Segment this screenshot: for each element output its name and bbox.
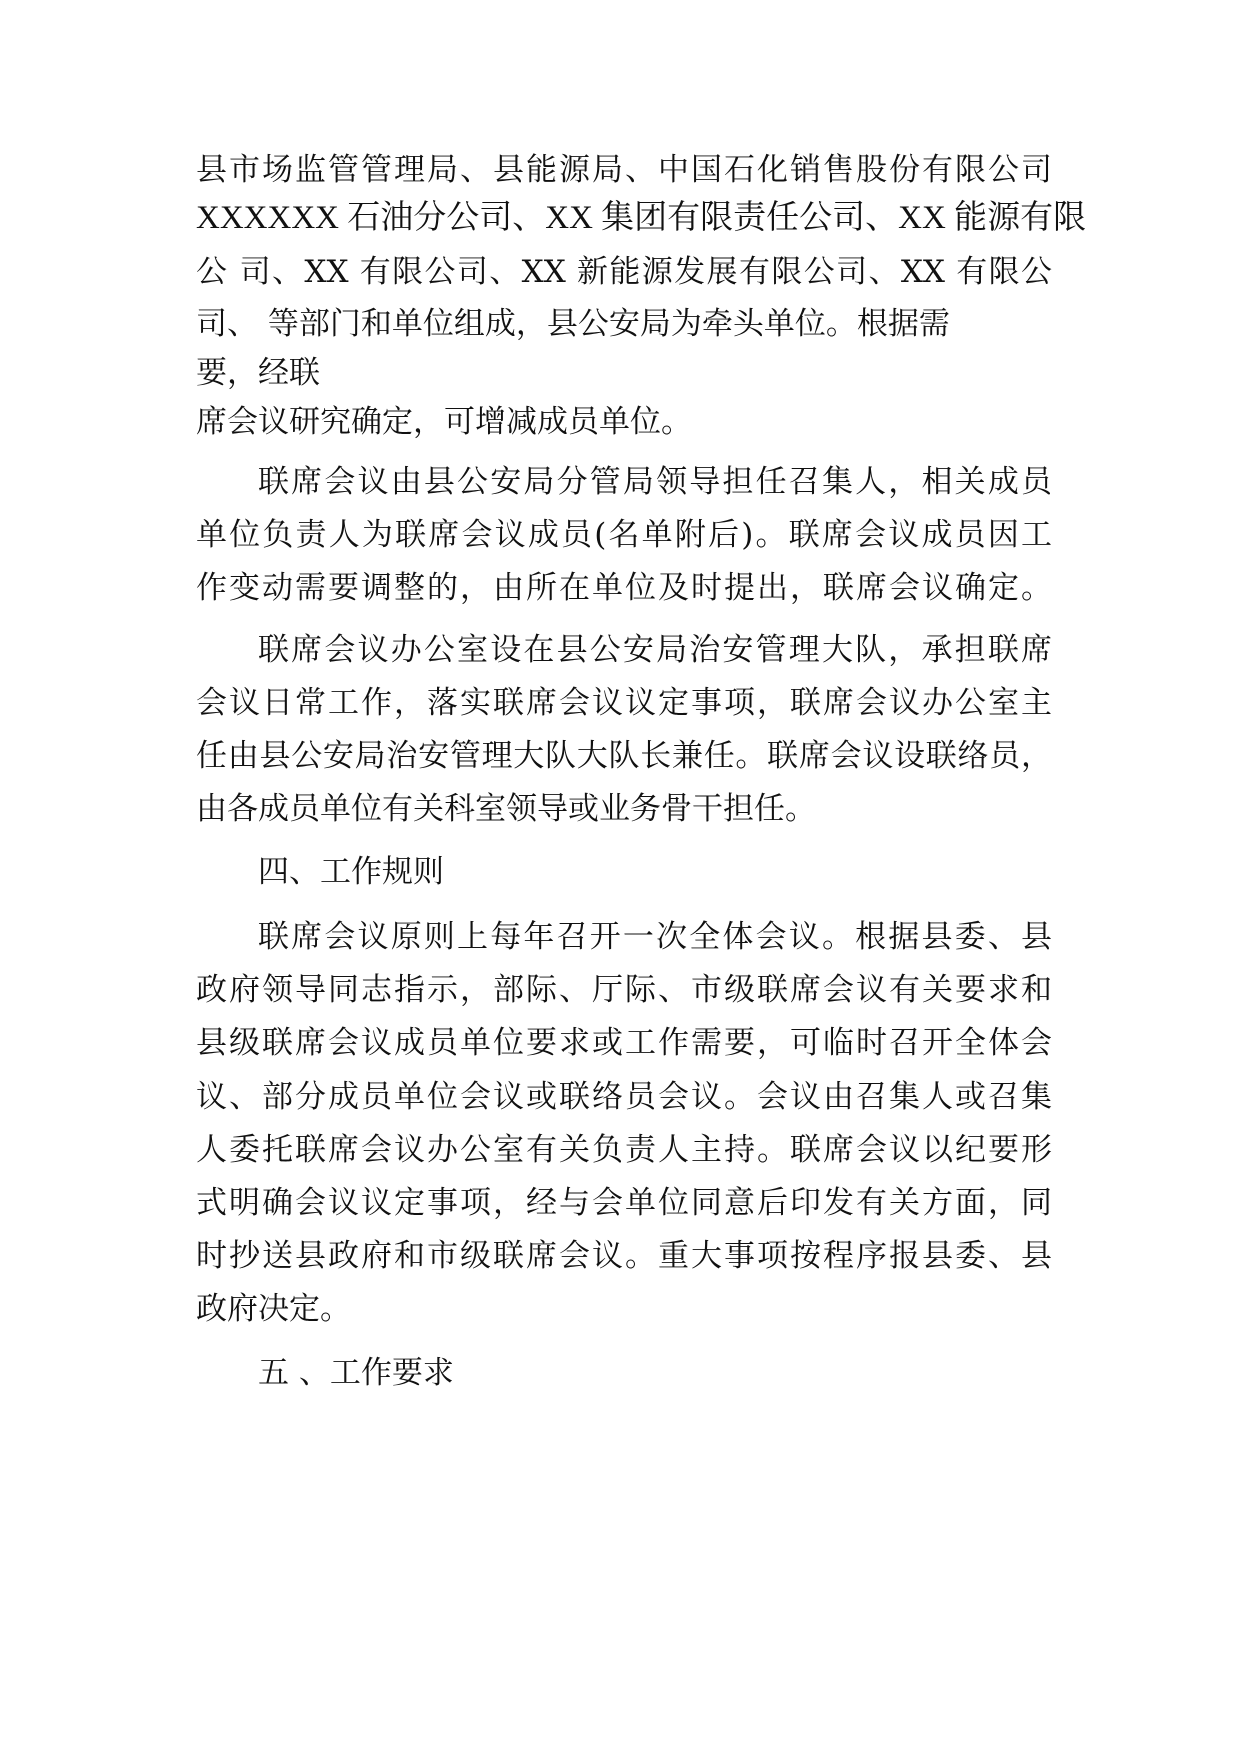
text-line: 要，经联 (196, 355, 320, 391)
text-line: 席会议研究确定，可增减成员单位。 (196, 404, 692, 440)
text-line: 公 司、XX 有限公司、XX 新能源发展有限公司、XX 有限公 (196, 254, 1052, 290)
text-line: 时抄送县政府和市级联席会议。重大事项按程序报县委、县 (196, 1238, 1052, 1274)
text-line: 政府决定。 (196, 1291, 351, 1327)
text-line: 人委托联席会议办公室有关负责人主持。联席会议以纪要形 (196, 1132, 1052, 1168)
text-line: 会议日常工作，落实联席会议议定事项，联席会议办公室主 (196, 685, 1052, 721)
text-line: 联席会议原则上每年召开一次全体会议。根据县委、县 (258, 919, 1052, 955)
text-line: 任由县公安局治安管理大队大队长兼任。联席会议设联络员， (196, 738, 1052, 774)
section-heading: 五 、工作要求 (258, 1355, 454, 1391)
text-line: 议、部分成员单位会议或联络员会议。会议由召集人或召集 (196, 1079, 1052, 1115)
text-line: 司、 等部门和单位组成，县公安局为牵头单位。根据需 (196, 306, 950, 342)
section-heading: 四、工作规则 (258, 854, 444, 890)
text-line: 联席会议由县公安局分管局领导担任召集人，相关成员 (258, 464, 1052, 500)
text-line: XXXXXX 石油分公司、XX 集团有限责任公司、XX 能源有限 (196, 200, 1087, 236)
text-line: 县级联席会议成员单位要求或工作需要，可临时召开全体会 (196, 1025, 1052, 1061)
text-line: 县市场监管管理局、县能源局、中国石化销售股份有限公司 (196, 152, 1052, 188)
text-line: 作变动需要调整的，由所在单位及时提出，联席会议确定。 (196, 570, 1052, 606)
text-line: 式明确会议议定事项，经与会单位同意后印发有关方面，同 (196, 1185, 1052, 1221)
text-line: 由各成员单位有关科室领导或业务骨干担任。 (196, 791, 816, 827)
text-line: 单位负责人为联席会议成员(名单附后)。联席会议成员因工 (196, 517, 1052, 553)
text-line: 联席会议办公室设在县公安局治安管理大队，承担联席 (258, 632, 1052, 668)
text-line: 政府领导同志指示，部际、厅际、市级联席会议有关要求和 (196, 972, 1052, 1008)
